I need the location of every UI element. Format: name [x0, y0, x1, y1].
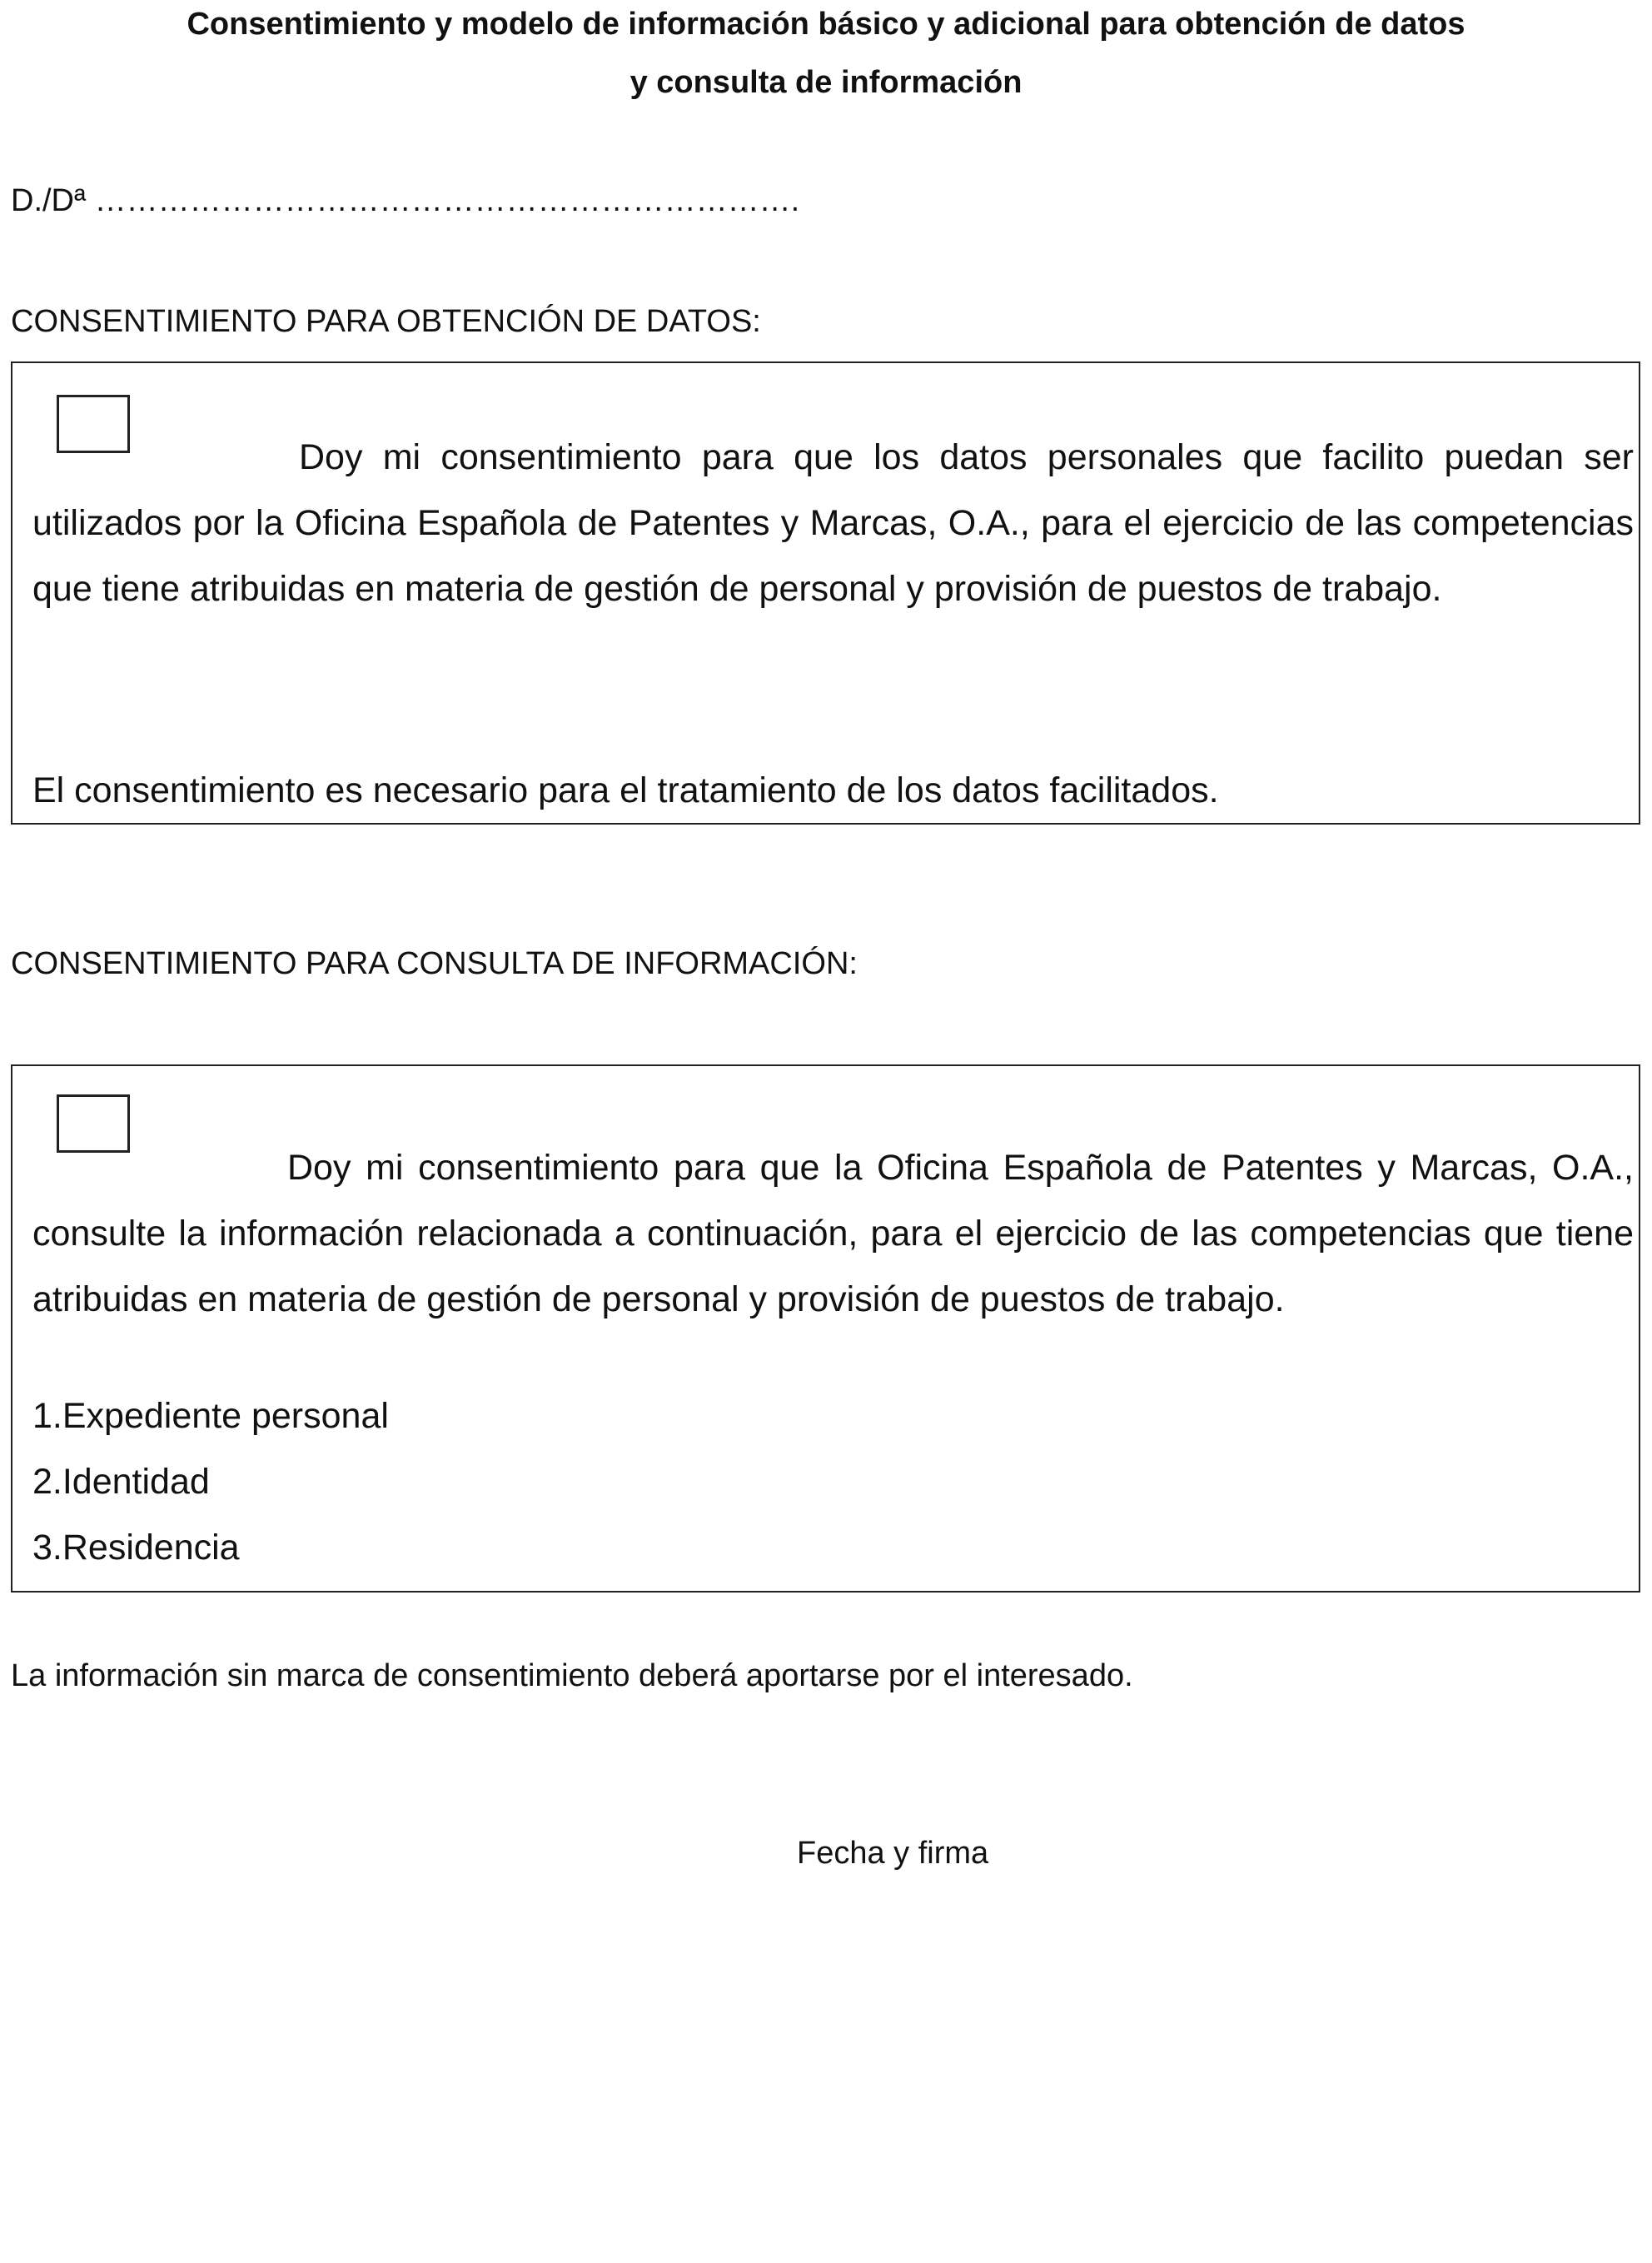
info-list-item: 3.Residencia	[32, 1528, 240, 1568]
section2-heading: CONSENTIMIENTO PARA CONSULTA DE INFORMACIÓN:	[11, 946, 858, 981]
document-title-line-2: y consulta de información	[629, 65, 1023, 100]
section1-consent-paragraph: Doy mi consentimiento para que los datos personales que facilito puedan ser utilizados por la Oficina Española de Patentes y Marcas, O.A., para el ejercicio de las competencias que tiene atribuidas en materia de gestión de personal y provisión de puestos de trabajo.	[32, 437, 1634, 609]
section1-heading: CONSENTIMIENTO PARA OBTENCIÓN DE DATOS:	[11, 304, 761, 339]
footer-note: La información sin marca de consentimiento deberá aportarse por el interesado.	[11, 1658, 1133, 1693]
signature-label: Fecha y firma	[797, 1836, 989, 1871]
name-field[interactable]: D./Dª ………………………………………………………….	[11, 183, 800, 218]
section2-consent-paragraph: Doy mi consentimiento para que la Oficina Española de Patentes y Marcas, O.A., consulte la información relacionada a continuación, para el ejercicio de las competencias que tiene atribuidas en materia de gestión de personal y provisión de puestos de trabajo.	[32, 1148, 1634, 1319]
info-list-item: 2.Identidad	[32, 1462, 210, 1502]
info-list-item: 1.Expediente personal	[32, 1396, 389, 1436]
section2-consent-box	[11, 1064, 1640, 1593]
document-title-line-1: Consentimiento y modelo de información básico y adicional para obtención de datos	[187, 7, 1465, 42]
section1-consent-box	[11, 361, 1640, 825]
section1-consent-note: El consentimiento es necesario para el tratamiento de los datos facilitados.	[32, 770, 1219, 810]
